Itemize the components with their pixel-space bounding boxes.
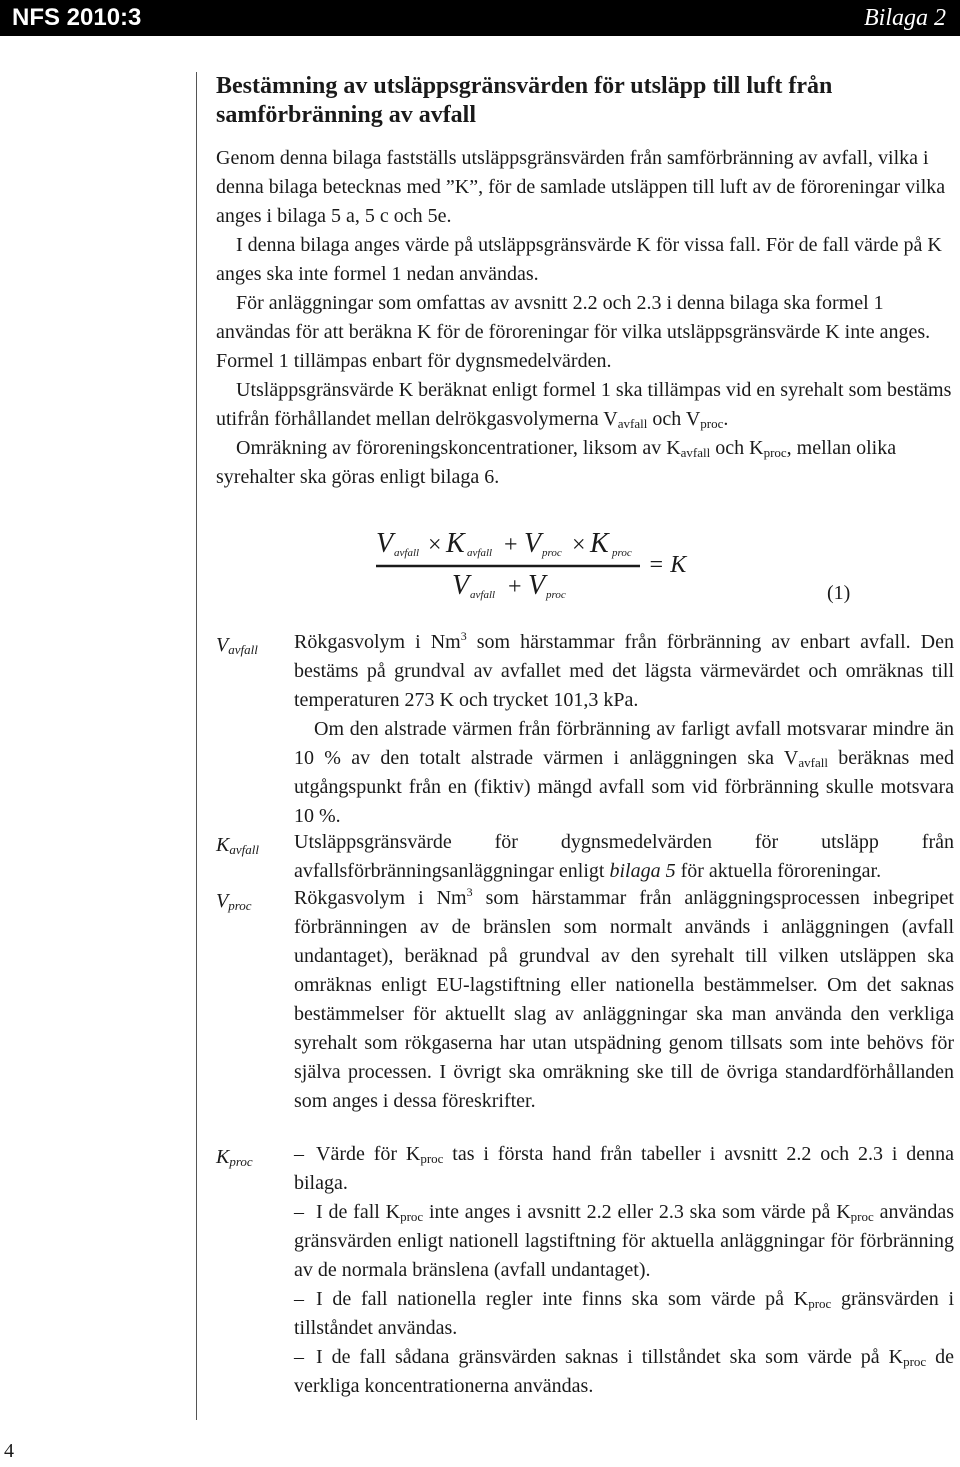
formula-k: K [590,528,609,559]
list-item: – I de fall sådana gränsvärden saknas i tillståndet ska som värde på $K_{proc}$ de verkliga koncentrationerna användas. [294,1346,954,1397]
list-item: – Värde för $K_{proc}$ tas i första hand från tabeller i avsnitt 2.2 och 2.3 i denna bilaga. [294,1143,955,1194]
header-bar [0,0,960,36]
appendix-label: Bilaga 2 [864,5,946,31]
section-title: Bestämning av utsläppsgränsvärden för utsläpp till luft från samförbränning av avfall [216,73,833,128]
formula-times: × [572,532,586,558]
margin-rule [196,72,197,1420]
page-number: 4 [4,1440,14,1462]
definition-v-proc: Rökgasvolym i Nm$^3$ som härstammar från anläggningsprocessen inbegripet förbränningen av de bränslen som normalt används i anläggningen (avfall undantaget), beräknad på grundval av den syrehalt till vilken utsläppen ska omräknas enligt EU-lagstiftning eller nationella bestämmelser. Om det saknas bestämmelser för aktuellt slag av anläggningar ska man använda den verkliga syrehalt som rökgaserna har utan utspädning genom tillsats som inte behövs för själva processen. I övrigt ska omräkning ske till de övriga standardförhållanden som anges i dessa föreskrifter. [294,885,954,1112]
formula-plus: + [504,532,518,558]
formula-sub: proc [546,589,566,601]
list-item: – I de fall $K_{proc}$ inte anges i avsnitt 2.2 eller 2.3 ska som värde på $K_{proc}$ användas gränsvärden enligt nationell lagstiftning för aktuella anläggningar för förbränning av de normala bränslena (avfall undantaget). [294,1201,954,1281]
formula-sub: avfall [470,589,496,601]
formula-v: V [528,570,546,601]
definition-k-proc [294,1140,954,1401]
intro-paragraph: Utsläppsgränsvärde K beräknat enligt formel 1 ska tillämpas vid en syrehalt som bestäms utifrån förhållandet mellan delrökgasvolymerna $V_{avfall}$ och $V_{proc}$. [216,379,952,431]
formula-times: × [428,532,442,558]
formula-1 [376,524,706,606]
formula-sub: avfall [394,547,420,559]
formula-v: V [376,528,394,559]
formula-sub: proc [542,547,562,559]
intro-paragraph: För anläggningar som omfattas av avsnitt 2.2 och 2.3 i denna bilaga ska formel 1 användas för att beräkna K för de föroreningar för vilka utsläppsgränsvärde K inte anges. Formel 1 tillämpas enbart för dygnsmedelvärden. [216,292,931,372]
definition-k-avfall: Utsläppsgränsvärde för dygnsmedelvärden för utsläpp från avfallsförbränningsanläggningar enligt bilaga 5 för aktuella föroreningar. [294,831,954,882]
symbol-v-avfall: $V_{avfall}$ [216,634,258,657]
formula-plus: + [508,574,522,600]
intro-paragraph: Omräkning av föroreningskoncentrationer, liksom av $K_{avfall}$ och $K_{proc}$, mellan olika syrehalter ska göras enligt bilaga 6. [216,437,897,488]
intro-text [216,144,954,492]
equation-number: (1) [827,582,851,604]
formula-k: K [446,528,465,559]
document-id: NFS 2010:3 [12,4,142,31]
formula-sub: proc [612,547,632,559]
list-item: – I de fall nationella regler inte finns ska som värde på $K_{proc}$ gränsvärden i tillståndet användas. [294,1288,955,1339]
intro-paragraph: I denna bilaga anges värde på utsläppsgränsvärde K för vissa fall. För de fall värde på K anges ska inte formel 1 nedan användas. [216,234,942,285]
formula-v: V [452,570,470,601]
definition-v-avfall: Rökgasvolym i Nm$^3$ som härstammar från förbränning av enbart avfall. Den bestäms på grundval av avfallet med det lägsta värmevärdet och omräknas till temperaturen 273 K och trycket 101,3 kPa. Om den alstrade värmen från förbränning av farligt avfall motsvarar mindre än 10 % av den totalt alstrade värmen i anläggningen ska $V_{avfall}$ beräknas med utgångspunkt från en (fiktiv) mängd avfall som vid förbränning skulle motsvara 10 %. [294,629,955,827]
symbol-k-avfall: $K_{avfall}$ [216,834,259,857]
intro-paragraph: Genom denna bilaga fastställs utsläppsgränsvärden från samförbränning av avfall, vilka i denna bilaga betecknas med ”K”, för de samlade utsläppen till luft av de föroreningar vilka anges i bilaga 5 a, 5 c och 5e. [216,147,946,227]
symbol-k-proc: $K_{proc}$ [216,1146,253,1169]
symbol-v-proc: $V_{proc}$ [216,890,252,913]
formula-v: V [524,528,542,559]
formula-sub: avfall [467,547,493,559]
formula-result: = K [648,552,687,578]
